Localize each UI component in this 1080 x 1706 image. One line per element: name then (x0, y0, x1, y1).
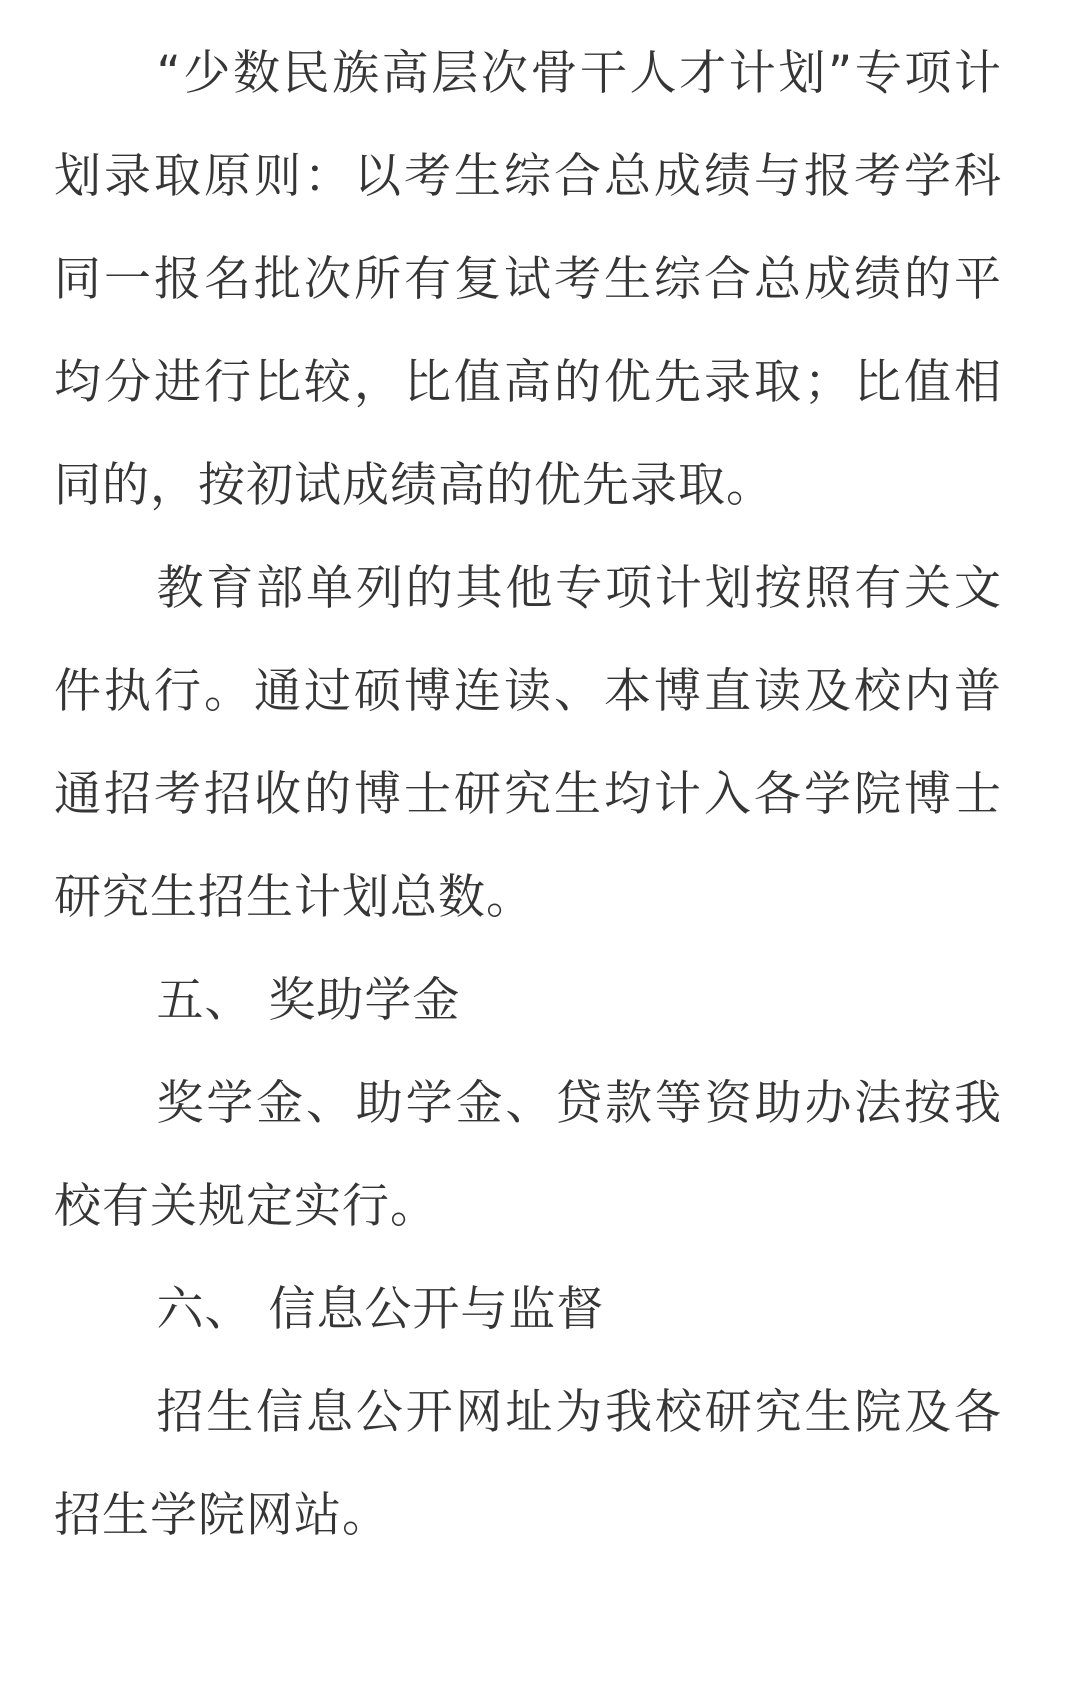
section-heading-scholarships: 五、 奖助学金 (156, 973, 461, 1028)
section-heading-information-disclosure: 六、 信息公开与监督 (156, 1282, 605, 1337)
paragraph-information-disclosure: 招生信息公开网址为我校研究生院及各招生学院网站。 (54, 1385, 1002, 1543)
paragraph-scholarships: 奖学金、助学金、贷款等资助办法按我校有关规定实行。 (54, 1076, 1002, 1234)
paragraph-other-special-plans: 教育部单列的其他专项计划按照有关文件执行。通过硕博连读、本博直读及校内普通招考招收的博士研究生均计入各学院博士研究生招生计划总数。 (54, 561, 1002, 925)
paragraph-minority-admission-principle: “少数民族高层次骨干人才计划”专项计划录取原则：以考生综合总成绩与报考学科同一报名批次所有复试考生综合总成绩的平均分进行比较，比值高的优先录取；比值相同的，按初试成绩高的优先录取。 (54, 46, 1002, 513)
